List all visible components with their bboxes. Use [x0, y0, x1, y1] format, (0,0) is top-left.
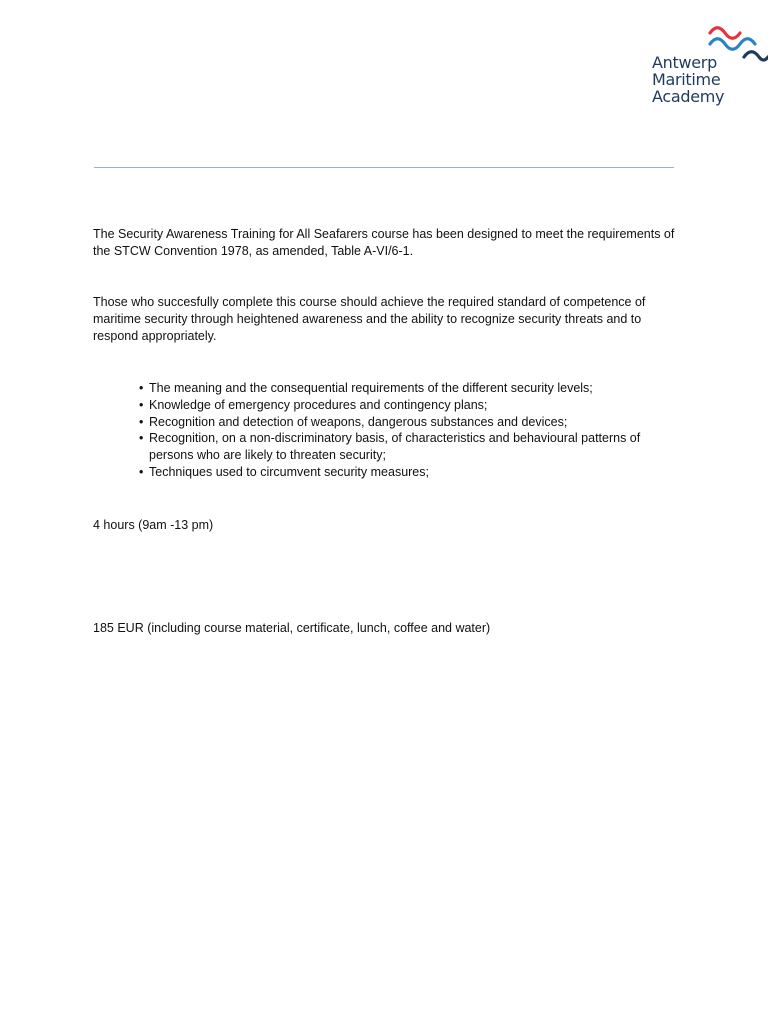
- list-item-text: Knowledge of emergency procedures and contingency plans;: [149, 397, 488, 412]
- list-item: [139, 414, 679, 431]
- list-item-text: Recognition, on a non-discriminatory basis, of characteristics and behavioural patterns of persons who are likely to threaten security;: [149, 431, 641, 463]
- bullet-icon: •: [139, 464, 144, 479]
- list-item-text: The meaning and the consequential requirements of the different security levels;: [149, 381, 593, 395]
- logo-line-2: Maritime: [652, 70, 721, 89]
- intro-paragraph: The Security Awareness Training for All Seafarers course has been designed to meet the requirements of the STCW Convention 1978, as amended, Table A-VI/6-1.: [93, 227, 675, 258]
- header-divider: [94, 167, 674, 168]
- price-text: 185 EUR (including course material, certificate, lunch, coffee and water): [93, 621, 491, 635]
- bullet-icon: •: [139, 414, 144, 429]
- logo-line-1: Antwerp: [652, 53, 717, 72]
- antwerp-maritime-academy-logo: [650, 24, 768, 114]
- duration-text: 4 hours (9am -13 pm): [93, 518, 214, 532]
- list-item: [139, 430, 679, 464]
- bullet-icon: •: [139, 431, 144, 446]
- topics-list: [139, 380, 679, 481]
- objective-paragraph: Those who succesfully complete this course should achieve the required standard of competence of maritime security through heightened awareness and the ability to recognize security threats and to respond appropriately.: [93, 295, 646, 343]
- list-item-text: Recognition and detection of weapons, dangerous substances and devices;: [149, 414, 568, 429]
- list-item-text: Techniques used to circumvent security measures;: [149, 464, 429, 479]
- list-item: [139, 397, 679, 414]
- logo-line-3: Academy: [652, 87, 725, 106]
- bullet-icon: •: [139, 381, 144, 395]
- bullet-icon: •: [139, 397, 144, 412]
- list-item: [139, 380, 679, 397]
- blue-wave: [710, 39, 755, 50]
- list-item: [139, 464, 679, 481]
- logo-wordmark: [652, 54, 768, 105]
- red-wave: [710, 28, 740, 39]
